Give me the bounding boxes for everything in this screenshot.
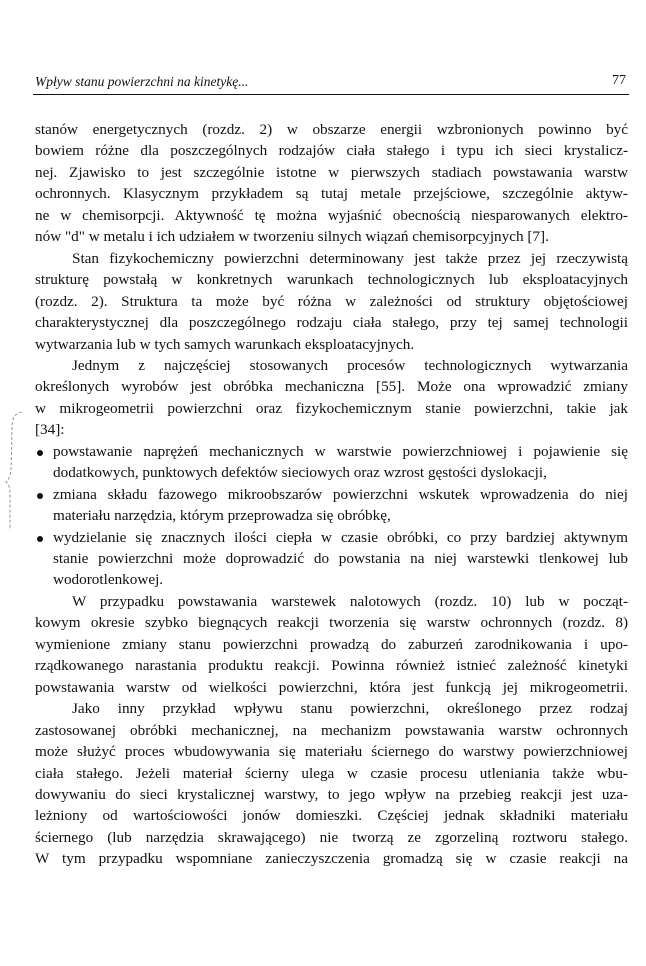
running-title: Wpływ stanu powierzchni na kinetykę...: [35, 74, 249, 89]
text-line: może służyć proces wbudowywania się materiału ściernego do warstwy powierzchniowej: [35, 743, 628, 761]
text-line: leżniony od wartościowości jonów domieszki. Częściej jednak składniki materiału: [35, 807, 628, 825]
text-line: ochronnych. Klasycznym przykładem są tutaj metale przejściowe, szczególnie aktyw-: [35, 185, 628, 203]
bullet-item-line: wydzielanie się znacznych ilości ciepła w czasie obróbki, co przy bardziej aktywnym: [53, 528, 628, 546]
text-line: (rozdz. 2). Struktura ta może być różna w zależności od struktury objętościowej: [35, 292, 628, 310]
text-line: rządkowanego narastania produktu reakcji. Powinna również istnieć zależność kinetyki: [35, 657, 628, 675]
bullet-item-line: zmiana składu fazowego mikroobszarów powierzchni wskutek wprowadzenia do niej: [53, 485, 628, 503]
bullet-icon: [37, 536, 43, 542]
text-line: wytwarzania lub w tych samych warunkach eksploatacyjnych.: [35, 335, 415, 353]
text-line: stanów energetycznych (rozdz. 2) w obszarze energii wzbronionych powinno być: [35, 121, 628, 138]
bullet-item-line: powstawanie naprężeń mechanicznych w warstwie powierzchniowej i pojawienie się: [53, 442, 628, 460]
text-line: dowywaniu do sieci krystalicznej warstwy, to jego wpływ na przebieg reakcji jest uza-: [35, 785, 628, 803]
text-line: Stan fizykochemiczny powierzchni determinowany jest także przez jej rzeczywistą: [72, 249, 628, 267]
text-line: [34]:: [35, 421, 65, 439]
text-line: Jako inny przykład wpływu stanu powierzchni, określonego przez rodzaj: [72, 700, 628, 718]
text-line: charakterystycznej dla poszczególnego rodzaju ciała stałego, przy tej samej technologii: [35, 314, 628, 332]
text-line: nej. Zjawisko to jest szczególnie istotne w pierwszych stadiach powstawania warstw: [35, 163, 628, 181]
bullet-icon: [37, 493, 43, 499]
text-line: nów "d" w metalu i ich udziałem w tworzeniu silnych wiązań chemisorpcyjnych [7].: [35, 228, 549, 246]
page-number: 77: [612, 73, 626, 88]
text-line: zastosowanej obróbki mechanicznej, na mechanizm powstawania warstw ochronnych: [35, 721, 628, 739]
text-line: w mikrogeometrii powierzchni oraz fizykochemicznym stanie powierzchni, takie jak: [35, 399, 628, 417]
text-line: określonych wyrobów jest obróbka mechaniczna [55]. Może ona wprowadzić zmiany: [35, 378, 628, 396]
bullet-icon: [37, 450, 43, 456]
text-line: strukturę powstałą w konkretnych warunkach technologicznych lub eksploatacyjnych: [35, 271, 628, 289]
text-line: wymienione zmiany stanu powierzchni prowadzą do zaburzeń zarodnikowania i upo-: [35, 635, 628, 653]
text-line: W przypadku powstawania warstewek nalotowych (rozdz. 10) lub w począt-: [72, 592, 628, 610]
text-line: powstawania warstw od wielkości powierzchni, która jest funkcją jej mikrogeometrii.: [35, 678, 628, 696]
bullet-item-line: dodatkowych, punktowych defektów sieciowych oraz wzrost gęstości dyslokacji,: [53, 464, 547, 482]
text-line: ne w chemisorpcji. Aktywność tę można wyjaśnić obecnością niesparowanych elektro-: [35, 206, 628, 224]
text-line: ciała stałego. Jeżeli materiał ścierny ulega w czasie procesu utleniania także wbu-: [35, 764, 628, 782]
bullet-item-line: wodorotlenkowej.: [53, 571, 164, 589]
bullet-item-line: materiału narzędzia, którym przeprowadza się obróbkę,: [53, 507, 391, 525]
bullet-item-line: stanie powierzchni może doprowadzić do powstania na niej warstewki tlenkowej lub: [53, 550, 628, 567]
text-line: kowym okresie szybko biegnących reakcji tworzenia się warstw ochronnych (rozdz. 8): [35, 614, 628, 632]
text-line: Jednym z najczęściej stosowanych procesów technologicznych wytwarzania: [72, 356, 628, 374]
text-line: W tym przypadku wspomniane zanieczyszczenia gromadzą się w czasie reakcji na: [35, 850, 628, 868]
text-line: bowiem różne dla poszczególnych rodzajów ciała stałego i typu ich sieci krystalicz-: [35, 142, 628, 160]
text-line: ściernego (lub narzędzia skrawającego) nie tworzą ze zgorzeliną roztworu stałego.: [35, 828, 628, 846]
